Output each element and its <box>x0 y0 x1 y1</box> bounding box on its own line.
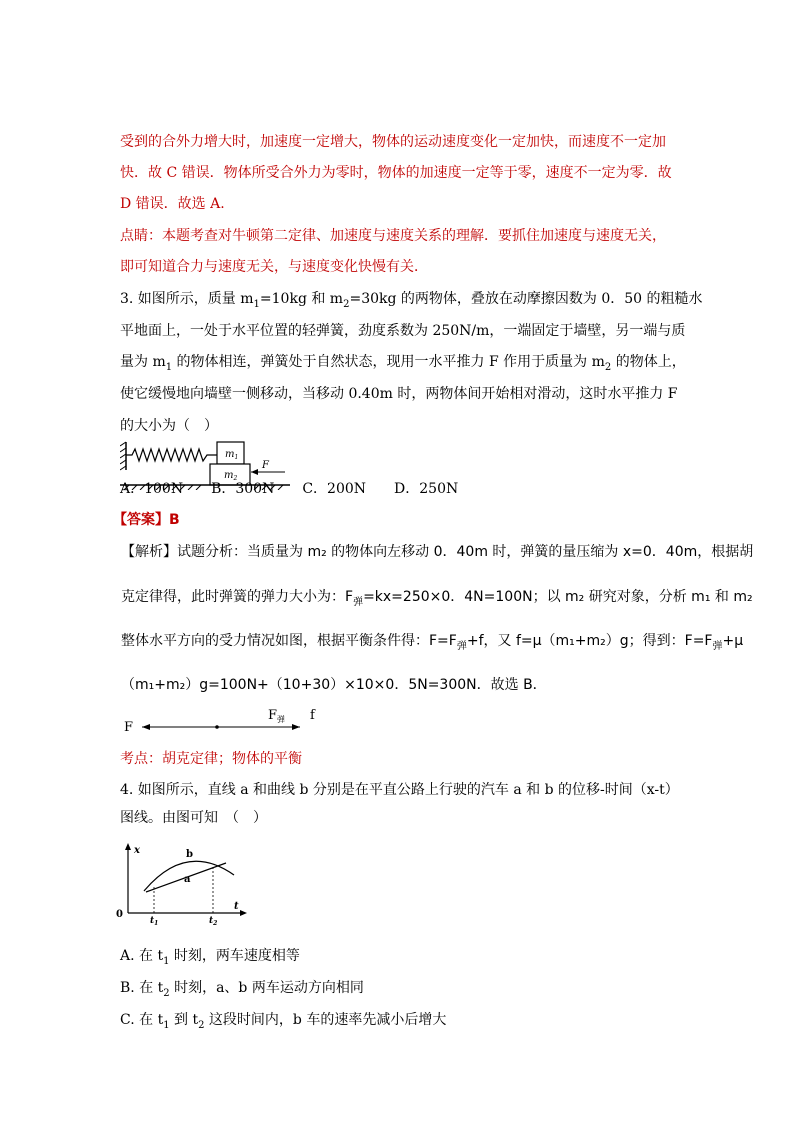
answer-label: 【答案】B <box>113 512 180 528</box>
analysis-line-4: （m₁+m₂）g=100N+（10+30）×10×0．5N=300N．故选 B． <box>121 677 547 693</box>
q4-line-2: 图线。由图可知 （ ） <box>120 810 267 826</box>
force-spring-label: $F_弹$ <box>268 708 286 724</box>
friction-label: f <box>310 708 315 723</box>
line-a-label: a <box>184 874 191 885</box>
origin-label: 0 <box>116 909 123 920</box>
m1-label: $m_1$ <box>225 449 239 461</box>
text-line: 即可知道合力与速度无关，与速度变化快慢有关． <box>120 259 428 275</box>
analysis-line-3: 整体水平方向的受力情况如图，根据平衡条件得：$F=F_弹+f$，又 f=μ（m₁+m₂）g；得到：$F=F_弹+\mu$ <box>121 633 744 652</box>
q3-line-2: 平地面上，一处于水平位置的轻弹簧，劲度系数为 250N/m，一端固定于墙壁，另一端与质 <box>120 323 686 339</box>
text-line: 快．故 C 错误．物体所受合外力为零时，物体的加速度一定等于零，速度不一定为零．故 <box>120 165 672 181</box>
q3-line-5: 的大小为（ ） <box>120 418 218 434</box>
y-axis-label: x <box>134 845 140 856</box>
text-line: 点睛：本题考查对牛顿第二定律、加速度与速度关系的理解．要抓住加速度与速度无关， <box>120 228 666 244</box>
q4-line-1: 4. 如图所示，直线 a 和曲线 b 分别是在平直公路上行驶的汽车 a 和 b 的位移-时间（x-t） <box>120 782 679 798</box>
text-line: D 错误．故选 A. <box>120 196 225 212</box>
x-t-graph <box>116 841 252 925</box>
force-diagram <box>120 703 340 735</box>
q3-line-4: 使它缓慢地向墙壁一侧移动，当移动 0.40m 时，两物体间开始相对滑动，这时水平推力 F <box>120 386 678 402</box>
q4-option-c: C. 在 $t_1$ 到 $t_2$ 这段时间内，b 车的速率先减小后增大 <box>120 1012 447 1031</box>
analysis-line-2: 克定律得，此时弹簧的弹力大小为：$F_弹=kx=250\times 0$．4N=100N；以 m₂ 研究对象，分析 m₁ 和 m₂ <box>121 589 753 608</box>
analysis-line-1: 【解析】试题分析：当质量为 m₂ 的物体向左移动 0．40m 时，弹簧的量压缩为 x=0．40m，根据胡 <box>121 544 754 560</box>
t2-label: $t_2$ <box>209 916 218 925</box>
kaodian-label: 考点：胡克定律；物体的平衡 <box>120 751 302 767</box>
t1-label: $t_1$ <box>150 916 159 925</box>
q4-option-b: B. 在 $t_2$ 时刻，a、b 两车运动方向相同 <box>120 980 364 999</box>
q3-options: A．100N B．300N C．200N D．250N <box>120 481 459 497</box>
force-label: F <box>262 460 269 471</box>
force-f-label: F <box>124 720 134 735</box>
text-line: 受到的合外力增大时，加速度一定增大，物体的运动速度变化一定加快，而速度不一定加 <box>120 134 666 150</box>
x-axis-label: t <box>234 901 239 912</box>
curve-b-label: b <box>186 849 193 860</box>
m2-label: $m_2$ <box>224 470 238 482</box>
q4-option-a: A. 在 $t_1$ 时刻，两车速度相等 <box>120 948 300 967</box>
q3-line-1: 3. 如图所示，质量 $m_1=10kg$ 和 $m_2=30kg$ 的两物体，叠放在动摩擦因数为 0．50 的粗糙水 <box>120 291 703 310</box>
q3-line-3: 量为 $m_1$ 的物体相连，弹簧处于自然状态，现用一水平推力 F 作用于质量为 $m_2$ 的物体上， <box>120 354 686 373</box>
